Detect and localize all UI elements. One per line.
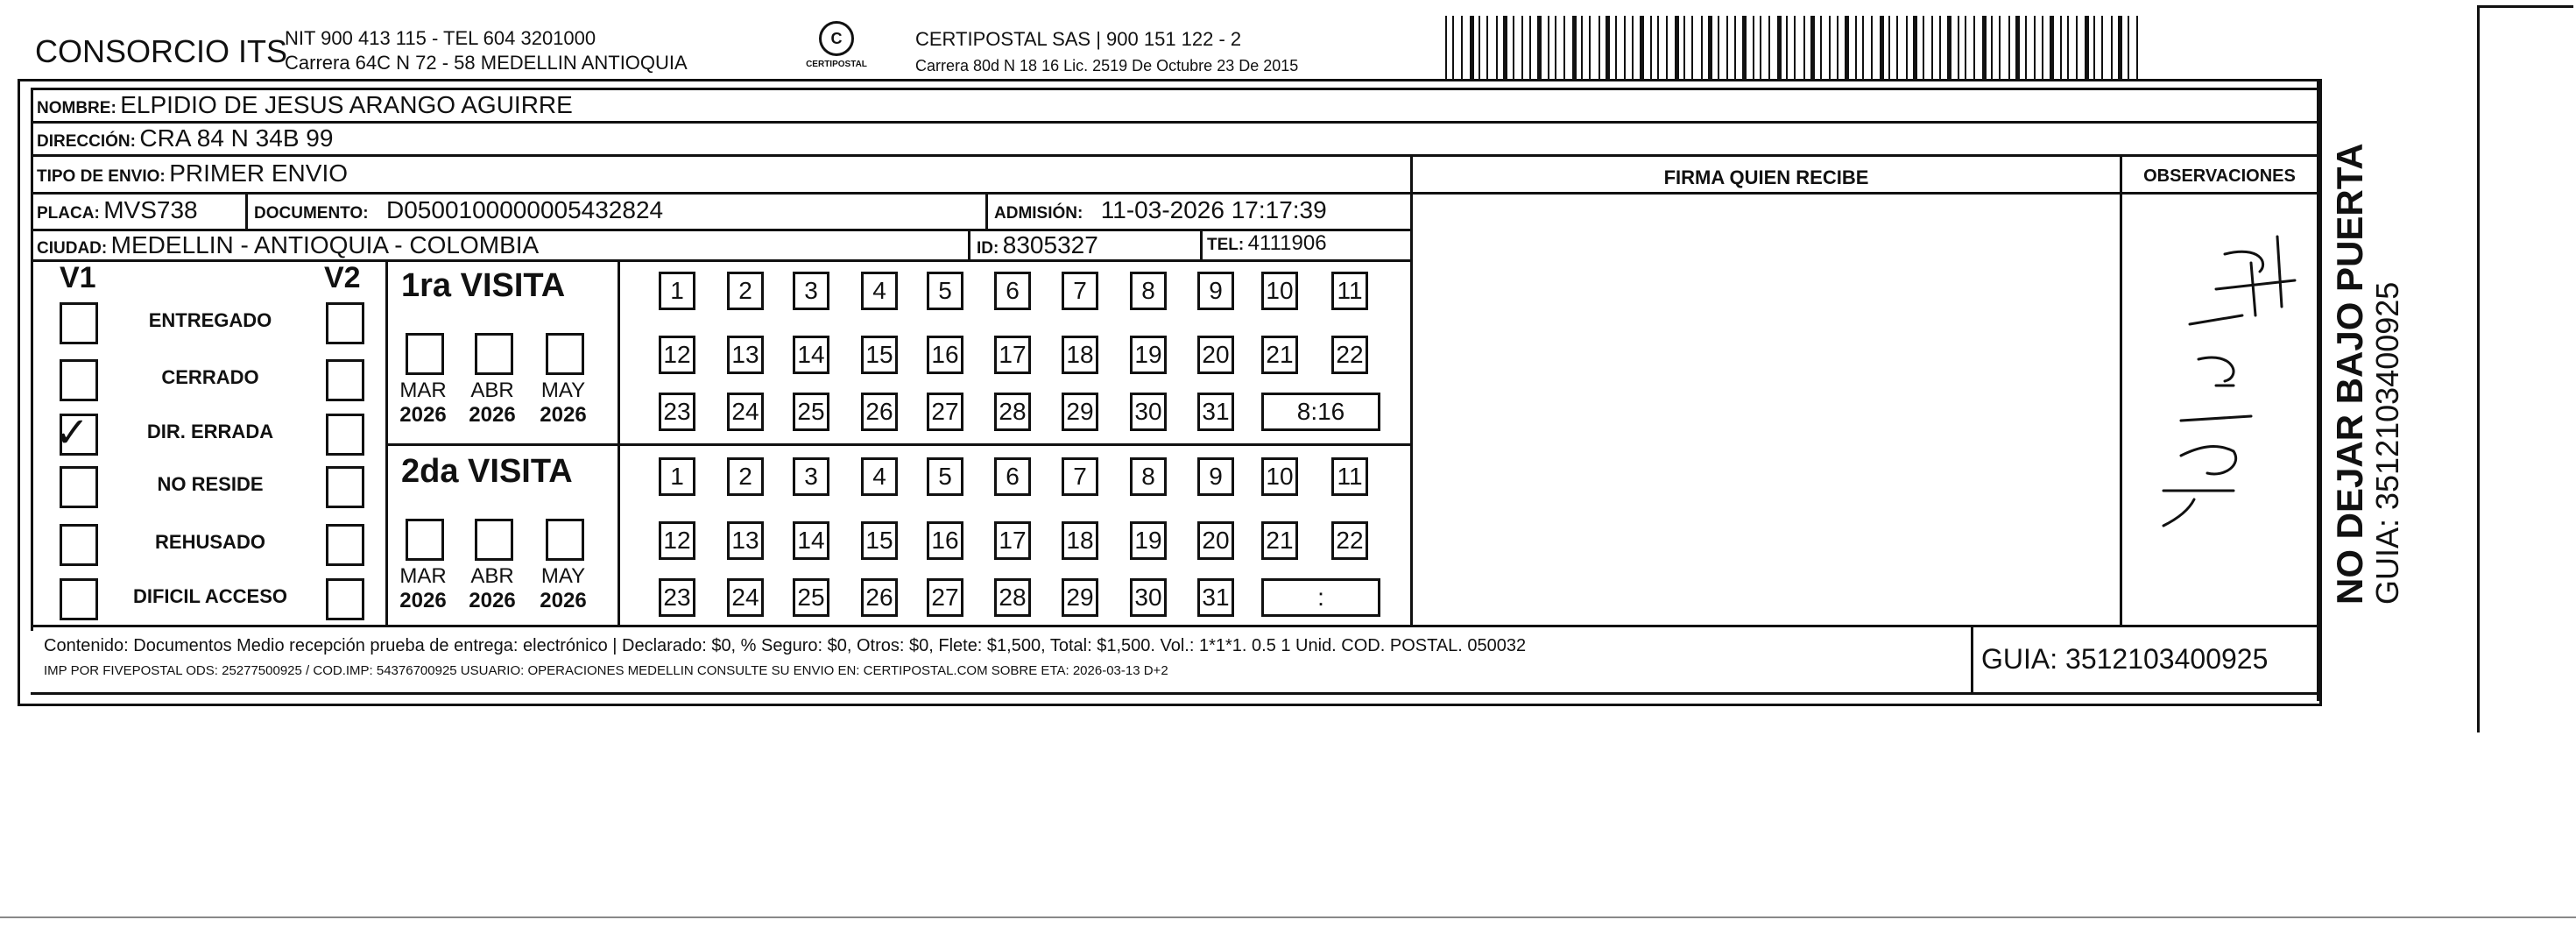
footer-guia: GUIA: 3512103400925 [1981,643,2269,675]
postal-name: CERTIPOSTAL SAS | 900 151 122 - 2 [915,28,1242,50]
footer-line2: IMP POR FIVEPOSTAL ODS: 25277500925 / COD.IMP: 54376700925 USUARIO: OPERACIONES MEDELLIN CONSULTE SU ENVIO EN: CERTIPOSTAL.COM SOBRE ETA: 2026-03-13 D+2 [44,663,1168,678]
tipo-label: TIPO DE ENVIO: [37,167,166,186]
visit1-month-checkbox[interactable] [546,333,584,375]
visit1-title: 1ra VISITA [401,267,566,304]
visit1-day-box[interactable]: 10 [1261,272,1298,310]
admision-row [994,196,1327,224]
admision-label: ADMISIÓN: [994,204,1083,223]
side-text [2330,143,2405,605]
placa-row [37,196,198,224]
visit1-month-year: 2026 [540,403,587,427]
placa-value: MVS738 [103,196,198,223]
visit1-day-box[interactable]: 31 [1197,393,1234,431]
visit1-day-box[interactable]: 5 [927,272,963,310]
frame-right-edge [2317,79,2319,701]
observaciones-label: OBSERVACIONES [2143,166,2296,186]
visit2-month-year: 2026 [469,589,516,612]
visit2-month-checkbox[interactable] [546,519,584,561]
documento-row [254,196,663,224]
visit2-day-box[interactable]: 25 [793,578,829,617]
logo-text: CERTIPOSTAL [806,60,867,69]
v2-checkbox[interactable] [326,359,364,401]
visit1-day-box[interactable]: 7 [1062,272,1098,310]
id-value: 8305327 [1002,231,1098,258]
firma-left-line [1410,156,1413,626]
visit2-day-box[interactable]: 30 [1130,578,1167,617]
company-nit: NIT 900 413 115 - TEL 604 3201000 [285,27,596,49]
visit1-day-box[interactable]: 18 [1062,336,1098,374]
visit1-day-box[interactable]: 6 [994,272,1031,310]
v2-checkbox[interactable] [326,524,364,566]
v2-checkbox[interactable] [326,414,364,456]
visit2-time-box[interactable]: : [1261,578,1380,617]
v1-checkbox[interactable] [60,524,98,566]
visit1-day-box[interactable]: 8 [1130,272,1167,310]
visit1-day-box[interactable]: 4 [861,272,898,310]
v2-label: V2 [324,261,361,294]
visit1-day-box[interactable]: 26 [861,393,898,431]
visit1-month-label: ABR [470,379,514,402]
visit1-day-box[interactable]: 27 [927,393,963,431]
placa-label: PLACA: [37,204,100,223]
side-line1: NO DEJAR BAJO PUERTA [2329,143,2370,605]
side-line2: GUIA: 3512103400925 [2369,281,2405,605]
visit2-day-box[interactable]: 27 [927,578,963,617]
observaciones-text [0,0,1,1]
visit1-day-box[interactable]: 12 [659,336,695,374]
visit1-day-box[interactable]: 11 [1331,272,1368,310]
visit1-day-box[interactable]: 2 [727,272,764,310]
v2-checkbox[interactable] [326,578,364,620]
visit1-day-box[interactable]: 28 [994,393,1031,431]
v1-checkbox[interactable] [60,578,98,620]
nombre-row [37,91,573,119]
company-info [285,26,688,75]
row-line-2 [31,154,2317,157]
visit2-day-box[interactable]: 12 [659,521,695,560]
visit1-month-label: MAY [540,379,586,402]
visit2-month-checkbox[interactable] [406,519,444,561]
ciudad-value: MEDELLIN - ANTIOQUIA - COLOMBIA [110,231,540,258]
visit1-day-box[interactable]: 23 [659,393,695,431]
visit2-day-box[interactable]: 28 [994,578,1031,617]
visit2-day-box[interactable]: 2 [727,457,764,496]
visit2-month-label: MAR [399,564,447,588]
v2-checkbox[interactable] [326,302,364,344]
visit1-day-box[interactable]: 25 [793,393,829,431]
id-divider [968,230,970,260]
visit1-day-box[interactable]: 22 [1331,336,1368,374]
visit2-day-box[interactable]: 23 [659,578,695,617]
direccion-label: DIRECCIÓN: [37,132,136,151]
row-line-footer [31,625,2317,627]
row-line-5 [31,259,1410,262]
visit2-month-year: 2026 [540,589,587,612]
tel-label: TEL: [1207,236,1245,254]
visit1-day-box[interactable]: 15 [861,336,898,374]
bottom-rule [0,916,2576,918]
documento-label: DOCUMENTO: [254,204,369,223]
guia-divider [1971,627,1973,692]
row-line-3 [31,192,1410,195]
postal-info [915,26,1298,79]
visit2-month [537,564,589,613]
visit2-day-box[interactable]: 3 [793,457,829,496]
row-line-bottom [31,692,2317,695]
tipo-value: PRIMER ENVIO [169,159,349,187]
company-address: Carrera 64C N 72 - 58 MEDELLIN ANTIOQUIA [285,52,688,74]
nombre-label: NOMBRE: [37,99,116,117]
id-row [977,231,1098,259]
visit-divider [385,443,1410,446]
visit1-day-box[interactable]: 30 [1130,393,1167,431]
visit2-day-box[interactable]: 8 [1130,457,1167,496]
postal-address: Carrera 80d N 18 16 Lic. 2519 De Octubre 23 De 2015 [915,57,1299,74]
logo-mark-icon: C [819,21,854,56]
visit1-day-box[interactable]: 16 [927,336,963,374]
visit1-day-box[interactable]: 3 [793,272,829,310]
v1-checkbox[interactable] [60,302,98,344]
direccion-value: CRA 84 N 34B 99 [139,124,334,152]
visit2-day-box[interactable]: 22 [1331,521,1368,560]
status-label: ENTREGADO [148,309,272,331]
company-name: CONSORCIO ITS [35,33,288,69]
visit2-month [466,564,519,613]
visit2-day-box[interactable]: 13 [727,521,764,560]
row-line-1 [31,121,2317,124]
ciudad-row [37,231,539,259]
tel-value: 4111906 [1247,231,1327,255]
visit1-day-box[interactable]: 20 [1197,336,1234,374]
observ-left-line [2120,156,2122,626]
nombre-value: ELPIDIO DE JESUS ARANGO AGUIRRE [120,91,573,118]
visit1-time-box[interactable]: 8:16 [1261,393,1380,431]
visit2-day-box[interactable]: 11 [1331,457,1368,496]
visit2-title: 2da VISITA [401,453,573,490]
status-label: REHUSADO [155,531,265,553]
visit2-month-year: 2026 [399,589,447,612]
visit2-day-box[interactable]: 14 [793,521,829,560]
visit1-day-box[interactable]: 24 [727,393,764,431]
row-line-top [31,88,2317,90]
v1-label: V1 [60,261,96,294]
status-label: NO RESIDE [157,473,264,495]
outer-right-edge [2477,5,2480,732]
status-label: CERRADO [161,366,259,388]
admision-divider [985,195,988,230]
visit1-month [537,379,589,428]
visit1-month-year: 2026 [399,403,447,427]
visit2-day-box[interactable]: 15 [861,521,898,560]
visit2-day-box[interactable]: 7 [1062,457,1098,496]
v1-checkbox[interactable] [60,466,98,508]
visit2-month [397,564,449,613]
visit2-day-box[interactable]: 16 [927,521,963,560]
visit2-day-box[interactable]: 5 [927,457,963,496]
visit1-month-checkbox[interactable] [475,333,513,375]
visit1-day-box[interactable]: 9 [1197,272,1234,310]
visit2-month-checkbox[interactable] [475,519,513,561]
visit2-day-box[interactable]: 10 [1261,457,1298,496]
direccion-row [37,124,333,152]
footer-line1: Contenido: Documentos Medio recepción prueba de entrega: electrónico | Declarado: $0, % Seguro: $0, Otros: $0, Flete: $1,500, Total: $1,500. Vol.: 1*1*1. 0.5 1 Unid. COD. POSTAL. 050032 [44,636,1527,655]
visit1-month-year: 2026 [469,403,516,427]
visit2-day-box[interactable]: 9 [1197,457,1234,496]
visit2-day-box[interactable]: 6 [994,457,1031,496]
visit2-day-box[interactable]: 1 [659,457,695,496]
visit1-day-box[interactable]: 14 [793,336,829,374]
visit2-month-label: MAY [540,564,586,588]
firma-label: FIRMA QUIEN RECIBE [1663,166,1869,188]
placa-divider [245,195,248,230]
visit1-day-box[interactable]: 17 [994,336,1031,374]
visit1-month [397,379,449,428]
ciudad-label: CIUDAD: [37,239,108,258]
visit1-day-box[interactable]: 13 [727,336,764,374]
admision-value: 11-03-2026 17:17:39 [1100,196,1327,223]
visit1-month-label: MAR [399,379,447,402]
tel-row [1207,231,1327,256]
id-label: ID: [977,239,999,258]
visit2-day-box[interactable]: 31 [1197,578,1234,617]
visit2-day-box[interactable]: 29 [1062,578,1098,617]
documento-value: D0500100000005432824 [386,196,664,223]
visit1-day-box[interactable]: 1 [659,272,695,310]
visit1-month [466,379,519,428]
visit1-day-box[interactable]: 21 [1261,336,1298,374]
visit2-day-box[interactable]: 4 [861,457,898,496]
certipostal-logo [806,21,867,74]
firma-header-line [1410,192,2317,195]
visit1-month-checkbox[interactable] [406,333,444,375]
visit1-day-box[interactable]: 29 [1062,393,1098,431]
outer-top-right [2477,5,2573,8]
visit2-day-box[interactable]: 18 [1062,521,1098,560]
barcode [1445,16,2142,79]
visit2-month-label: ABR [470,564,514,588]
visit1-day-box[interactable]: 19 [1130,336,1167,374]
check-mark-icon: ✓ [54,410,90,456]
v1-checkbox[interactable] [60,359,98,401]
visit2-day-box[interactable]: 26 [861,578,898,617]
visit2-day-box[interactable]: 24 [727,578,764,617]
v2-checkbox[interactable] [326,466,364,508]
status-label: DIR. ERRADA [146,421,274,442]
status-label: DIFICIL ACCESO [132,585,287,607]
observaciones-handwriting [2128,228,2312,613]
tel-divider [1200,230,1203,260]
form-left-edge [31,88,33,631]
visit2-day-box[interactable]: 21 [1261,521,1298,560]
visit2-day-box[interactable]: 20 [1197,521,1234,560]
visit2-day-box[interactable]: 19 [1130,521,1167,560]
tipo-row [37,159,348,188]
visit2-day-box[interactable]: 17 [994,521,1031,560]
